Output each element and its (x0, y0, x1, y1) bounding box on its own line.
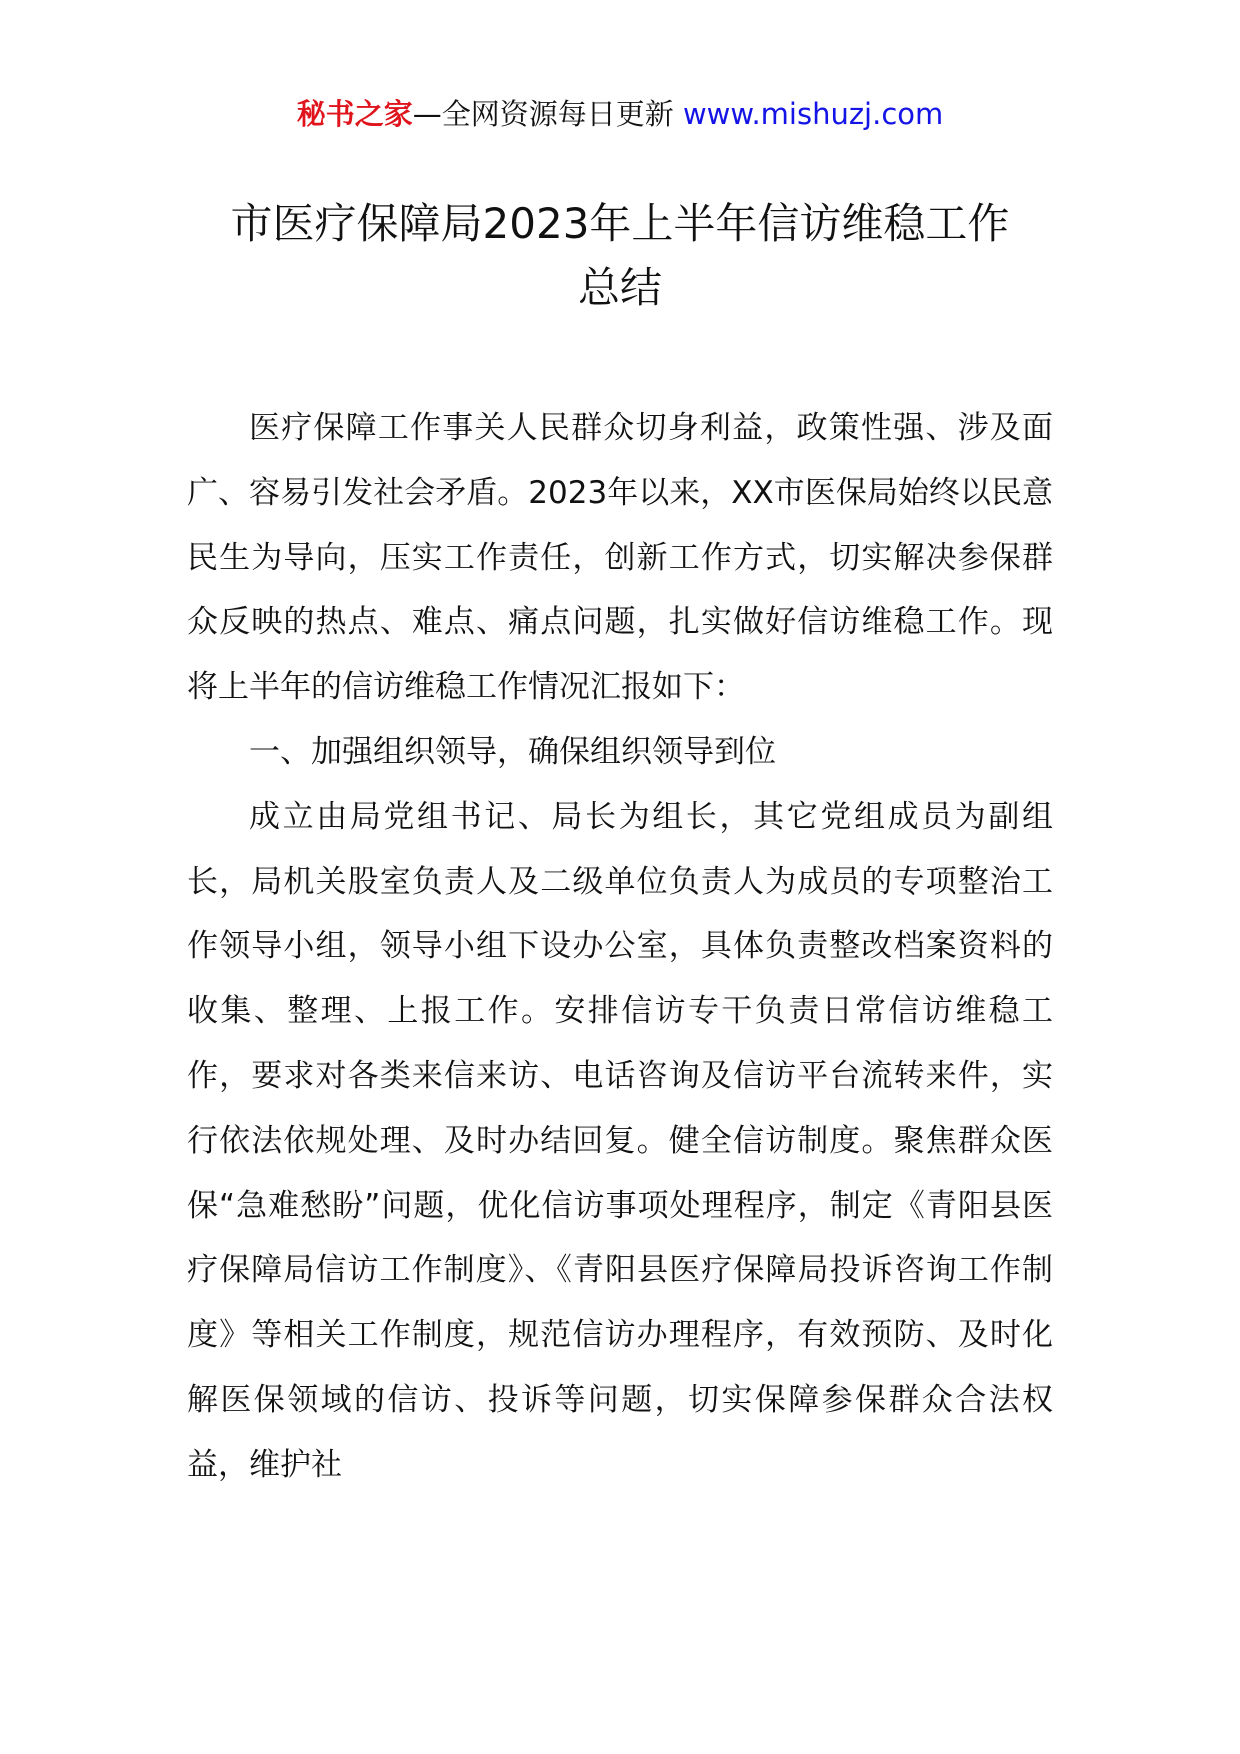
title-line-2: 总结 (577, 263, 662, 312)
site-header (0, 94, 1240, 134)
header-dash: — (412, 97, 442, 131)
site-url-link[interactable]: www.mishuzj.com (682, 97, 944, 131)
document-title (140, 192, 1100, 320)
intro-paragraph: 医疗保障工作事关人民群众切身利益，政策性强、涉及面广、容易引发社会矛盾。2023年以来，XX市医保局始终以民意民生为导向，压实工作责任，创新工作方式，切实解决参保群众反映的热点、难点、痛点问题，扎实做好信访维稳工作。现将上半年的信访维稳工作情况汇报如下： (187, 410, 1053, 706)
site-brand: 秘书之家 (296, 97, 413, 131)
title-line-1: 市医疗保障局2023年上半年信访维稳工作 (230, 199, 1010, 248)
section-heading: 一、加强组织领导，确保组织领导到位 (249, 733, 776, 770)
document-body (187, 396, 1053, 1498)
header-slogan: 全网资源每日更新 (441, 97, 674, 131)
section-paragraph: 成立由局党组书记、局长为组长，其它党组成员为副组长，局机关股室负责人及二级单位负责人为成员的专项整治工作领导小组，领导小组下设办公室，具体负责整改档案资料的收集、整理、上报工作。安排信访专干负责日常信访维稳工作，要求对各类来信来访、电话咨询及信访平台流转来件，实行依法依规处理、及时办结回复。健全信访制度。聚焦群众医保“急难愁盼”问题，优化信访事项处理程序，制定《青阳县医疗保障局信访工作制度》、《青阳县医疗保障局投诉咨询工作制度》等相关工作制度，规范信访办理程序，有效预防、及时化解医保领域的信访、投诉等问题，切实保障参保群众合法权益，维护社 (187, 798, 1053, 1483)
